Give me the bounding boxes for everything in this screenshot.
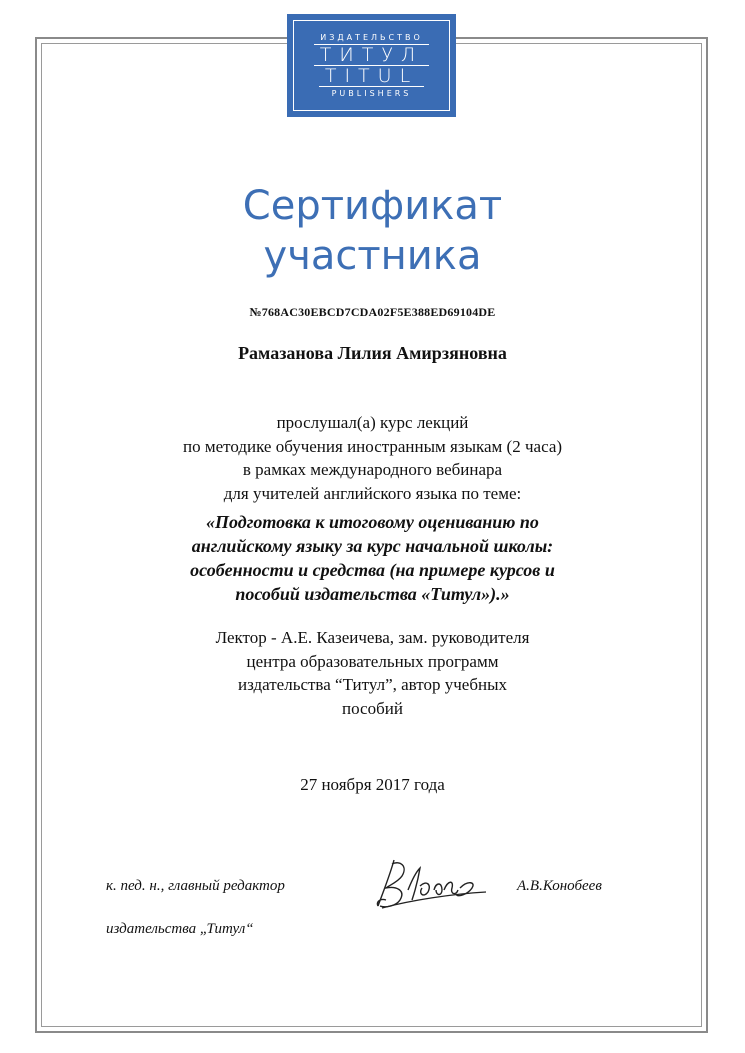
lecturer-info — [0, 626, 745, 720]
logo-frame — [293, 20, 450, 111]
body-line: по методике обучения иностранным языкам (2 часа) — [182, 436, 563, 456]
lecturer-line: издательства “Титул”, автор учебных — [237, 675, 507, 694]
issue-date: 27 ноября 2017 года — [300, 775, 445, 794]
title-line-2: участника — [263, 233, 482, 279]
title-line-1: Сертификат — [242, 183, 503, 229]
topic-line: пособий издательства «Титул»).» — [235, 584, 510, 604]
webinar-topic — [0, 510, 745, 606]
lecturer-line: центра образовательных программ — [246, 651, 499, 671]
recipient-name: Рамазанова Лилия Амирзяновна — [238, 343, 507, 363]
signer-role-line-1: к. пед. н., главный редактор — [106, 878, 285, 894]
course-description — [0, 411, 745, 505]
logo-top-text: ИЗДАТЕЛЬСТВО — [320, 33, 423, 42]
logo-line-latin: TITUL — [319, 66, 424, 87]
body-line: прослушал(а) курс лекций — [276, 413, 469, 432]
titul-logo — [287, 14, 456, 117]
certificate-number: №768AC30EBCD7CDA02F5E388ED69104DE — [249, 305, 496, 319]
topic-line: особенности и средства (на примере курсов и — [190, 560, 555, 580]
lecturer-line: Лектор - А.Е. Казеичева, зам. руководителя — [215, 628, 530, 647]
logo-bottom-text: PUBLISHERS — [331, 89, 412, 98]
handwritten-signature — [372, 850, 492, 912]
certificate-title — [0, 181, 745, 281]
signer-role-line-2: издательства „Титул“ — [106, 921, 254, 937]
topic-line: «Подготовка к итоговому оцениванию по — [206, 512, 539, 532]
logo-line-cyrillic: ТИТУЛ — [314, 44, 429, 66]
body-line: для учителей английского языка по теме: — [223, 483, 522, 503]
topic-line: английскому языку за курс начальной школы: — [191, 536, 554, 556]
lecturer-line: пособий — [342, 698, 403, 718]
body-line: в рамках международного вебинара — [242, 460, 503, 479]
signer-name: А.В.Конобеев — [517, 878, 602, 894]
